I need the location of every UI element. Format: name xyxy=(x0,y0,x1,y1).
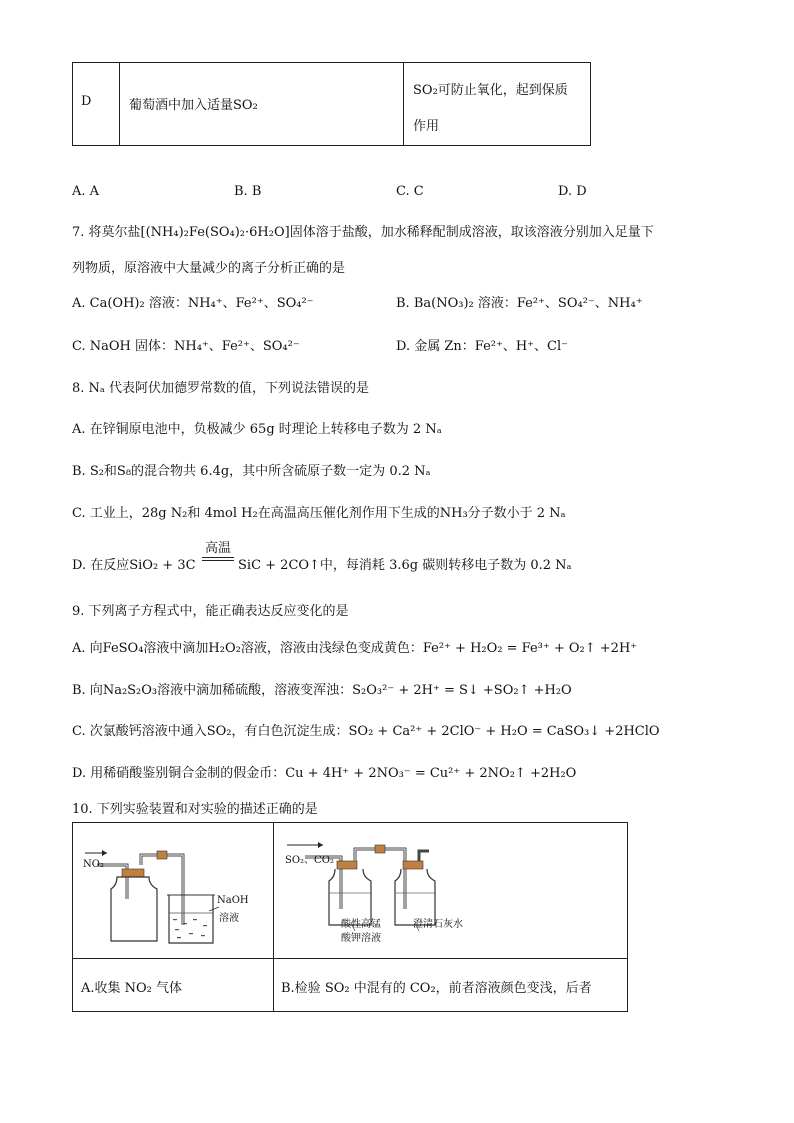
table-divider xyxy=(73,958,627,959)
q6-option-c: C. C xyxy=(396,184,424,199)
apparatus-b-reagent2: 澄清石灰水 xyxy=(413,919,463,930)
table-cell-measure: 葡萄酒中加入适量SO₂ xyxy=(129,98,258,113)
table-divider xyxy=(119,63,120,145)
options-table xyxy=(72,62,591,146)
table-cell-option: D xyxy=(81,94,92,109)
q7-option-b: B. Ba(NO₃)₂ 溶液：Fe²⁺、SO₄²⁻、NH₄⁺ xyxy=(396,296,643,311)
apparatus-b-reagent1-line1: 酸性高锰 xyxy=(341,919,381,930)
experiment-table xyxy=(72,822,628,1012)
q8-d-products: SiC + 2CO↑中，每消耗 3.6g 碳则转移电子数为 0.2 Nₐ xyxy=(238,558,572,573)
q7-option-a: A. Ca(OH)₂ 溶液：NH₄⁺、Fe²⁺、SO₄²⁻ xyxy=(72,296,314,311)
apparatus-a-solution-label: 溶液 xyxy=(219,913,239,924)
q9-option-b: B. 向Na₂S₂O₃溶液中滴加稀硫酸，溶液变浑浊：S₂O₃²⁻ + 2H⁺ = S↓ +SO₂↑ +H₂O xyxy=(72,683,572,698)
apparatus-a-figure xyxy=(77,833,267,953)
q10-stem: 10. 下列实验装置和对实验的描述正确的是 xyxy=(72,802,318,817)
table-divider xyxy=(403,63,404,145)
table-cell-reason-line1: SO₂可防止氧化，起到保质 xyxy=(413,83,568,98)
q8-d-condition: 高温 xyxy=(205,541,232,556)
caption-b: B.检验 SO₂ 中混有的 CO₂，前者溶液颜色变浅，后者 xyxy=(281,981,592,996)
apparatus-b-reagent1-line2: 酸钾溶液 xyxy=(341,933,381,944)
q8-option-c: C. 工业上，28g N₂和 4mol H₂在高温高压催化剂作用下生成的NH₃分子数小于 2 Nₐ xyxy=(72,506,566,521)
q9-option-a: A. 向FeSO₄溶液中滴加H₂O₂溶液，溶液由浅绿色变成黄色：Fe²⁺ + H₂O₂ = Fe³⁺ + O₂↑ +2H⁺ xyxy=(72,641,638,656)
q9-option-d: D. 用稀硝酸鉴别铜合金制的假金币：Cu + 4H⁺ + 2NO₃⁻ = Cu²⁺ + 2NO₂↑ +2H₂O xyxy=(72,766,577,781)
q6-option-a: A. A xyxy=(72,184,100,199)
q6-option-b: B. B xyxy=(234,184,262,199)
q8-option-b: B. S₂和S₈的混合物共 6.4g，其中所含硫原子数一定为 0.2 Nₐ xyxy=(72,464,431,479)
q7-stem-line1: 7. 将莫尔盐[(NH₄)₂Fe(SO₄)₂·6H₂O]固体溶于盐酸，加水稀释配制成溶液，取该溶液分别加入足量下 xyxy=(72,225,654,240)
q7-option-c: C. NaOH 固体：NH₄⁺、Fe²⁺、SO₄²⁻ xyxy=(72,339,300,354)
apparatus-b-gas-label: SO₂、CO₂ xyxy=(285,855,334,866)
q8-stem: 8. Nₐ 代表阿伏加德罗常数的值，下列说法错误的是 xyxy=(72,381,370,396)
q8-d-equals-sign xyxy=(202,557,234,561)
q7-stem-line2: 列物质，原溶液中大量减少的离子分析正确的是 xyxy=(72,261,346,276)
q9-stem: 9. 下列离子方程式中，能正确表达反应变化的是 xyxy=(72,604,349,619)
q9-option-c: C. 次氯酸钙溶液中通入SO₂，有白色沉淀生成：SO₂ + Ca²⁺ + 2ClO⁻ + H₂O = CaSO₃↓ +2HClO xyxy=(72,724,660,739)
q8-d-reactants: D. 在反应SiO₂ + 3C xyxy=(72,558,196,573)
table-cell-reason-line2: 作用 xyxy=(413,119,440,134)
caption-a: A.收集 NO₂ 气体 xyxy=(81,981,183,996)
apparatus-a-reagent-label: NaOH xyxy=(217,895,249,906)
q7-option-d: D. 金属 Zn：Fe²⁺、H⁺、Cl⁻ xyxy=(396,339,569,354)
apparatus-a-gas-label: NO₂ xyxy=(83,859,104,870)
table-divider xyxy=(273,823,274,1011)
q6-option-d: D. D xyxy=(558,184,587,199)
q8-option-a: A. 在锌铜原电池中，负极减少 65g 时理论上转移电子数为 2 Nₐ xyxy=(72,422,442,437)
